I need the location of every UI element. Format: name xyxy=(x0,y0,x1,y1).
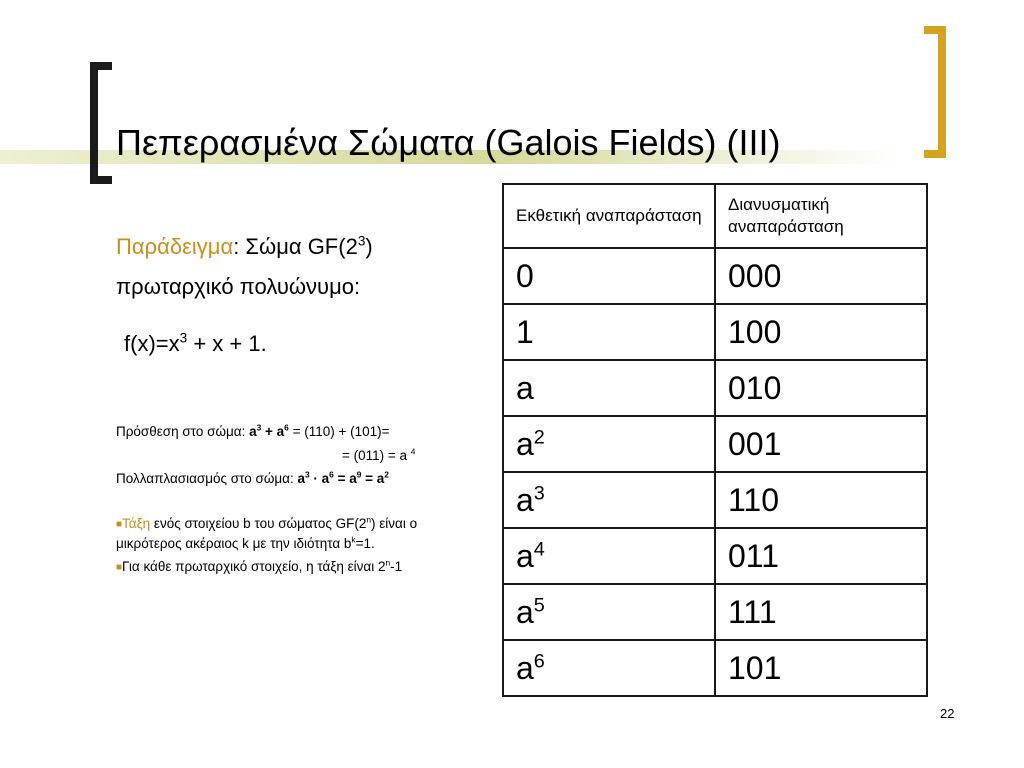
table-row xyxy=(503,584,927,640)
field-prefix: : Σώμα GF(2 xyxy=(233,234,358,259)
bullet-order: ■Τάξη ενός στοιχείου b του σώματος GF(2$^n$) είναι ο xyxy=(116,514,418,531)
vector-cell: 111 xyxy=(715,584,927,640)
table-row xyxy=(503,416,927,472)
exponential-cell: 0 xyxy=(503,248,715,304)
poly-suffix: + x + 1. xyxy=(187,331,267,356)
example-field-line xyxy=(116,233,373,261)
order-label: Τάξη xyxy=(122,516,151,531)
header-exponential: Εκθετική αναπαράσταση xyxy=(503,184,715,248)
primitive-poly-label: πρωταρχικό πολυώνυμο: xyxy=(116,274,361,299)
table-row xyxy=(503,640,927,696)
addition-prefix: Πρόσθεση στο σώμα: xyxy=(116,424,250,439)
vector-cell: 110 xyxy=(715,472,927,528)
slide-title: Πεπερασμένα Σώματα (Galois Fields) (ΙΙΙ) xyxy=(116,122,781,163)
addition-term-a3: $a^3 + a^6$ xyxy=(249,422,289,439)
exponential-cell: $a^6$ xyxy=(503,640,715,696)
left-bracket-decor xyxy=(90,62,112,184)
vector-cell: 010 xyxy=(715,360,927,416)
exponential-cell: $a^5$ xyxy=(503,584,715,640)
gf8-representation-table xyxy=(502,183,928,697)
multiplication-prefix: Πολλαπλασιασμός στο σώμα: xyxy=(116,471,298,486)
field-suffix: ) xyxy=(365,234,373,259)
vector-cell: 000 xyxy=(715,248,927,304)
table-row xyxy=(503,528,927,584)
table-row xyxy=(503,472,927,528)
bullet-marker-icon: ■ xyxy=(116,519,123,530)
table-header-row xyxy=(503,184,927,248)
vector-cell: 001 xyxy=(715,416,927,472)
page-number: 22 xyxy=(940,706,955,721)
table-row xyxy=(503,248,927,304)
exponential-cell: $a^4$ xyxy=(503,528,715,584)
exponential-cell: $a^2$ xyxy=(503,416,715,472)
exponential-cell: $a^3$ xyxy=(503,472,715,528)
exponential-cell: a xyxy=(503,360,715,416)
bullet-marker-icon: ■ xyxy=(116,562,123,573)
example-label: Παράδειγμα xyxy=(116,234,234,259)
bullet-order-continuation: μικρότερος ακέραιος k με την ιδιότητα $b^k=1$. xyxy=(116,534,375,551)
addition-result-line: = (011) = a $^4$ xyxy=(342,446,416,463)
right-bracket-decor xyxy=(924,26,946,158)
poly-exponent: 3 xyxy=(179,330,188,346)
multiplication-expression: $a^3 \cdot a^6 = a^9 = a^2$ xyxy=(297,469,389,486)
header-vector: Διανυσματική αναπαράσταση xyxy=(715,184,927,248)
vector-cell: 011 xyxy=(715,528,927,584)
vector-cell: 101 xyxy=(715,640,927,696)
table-row xyxy=(503,304,927,360)
addition-rhs: = (110) + (101)= xyxy=(288,424,390,439)
poly-prefix: f(x)=x xyxy=(124,331,180,356)
multiplication-line xyxy=(116,470,389,488)
field-exponent: 3 xyxy=(357,233,366,249)
vector-cell: 100 xyxy=(715,304,927,360)
addition-line xyxy=(116,423,390,441)
bullet-primitive-order: ■Για κάθε πρωταρχικό στοιχείο, η τάξη είναι 2$^n$-1 xyxy=(116,557,403,574)
exponential-cell: 1 xyxy=(503,304,715,360)
table-row xyxy=(503,360,927,416)
polynomial-line xyxy=(124,330,267,358)
